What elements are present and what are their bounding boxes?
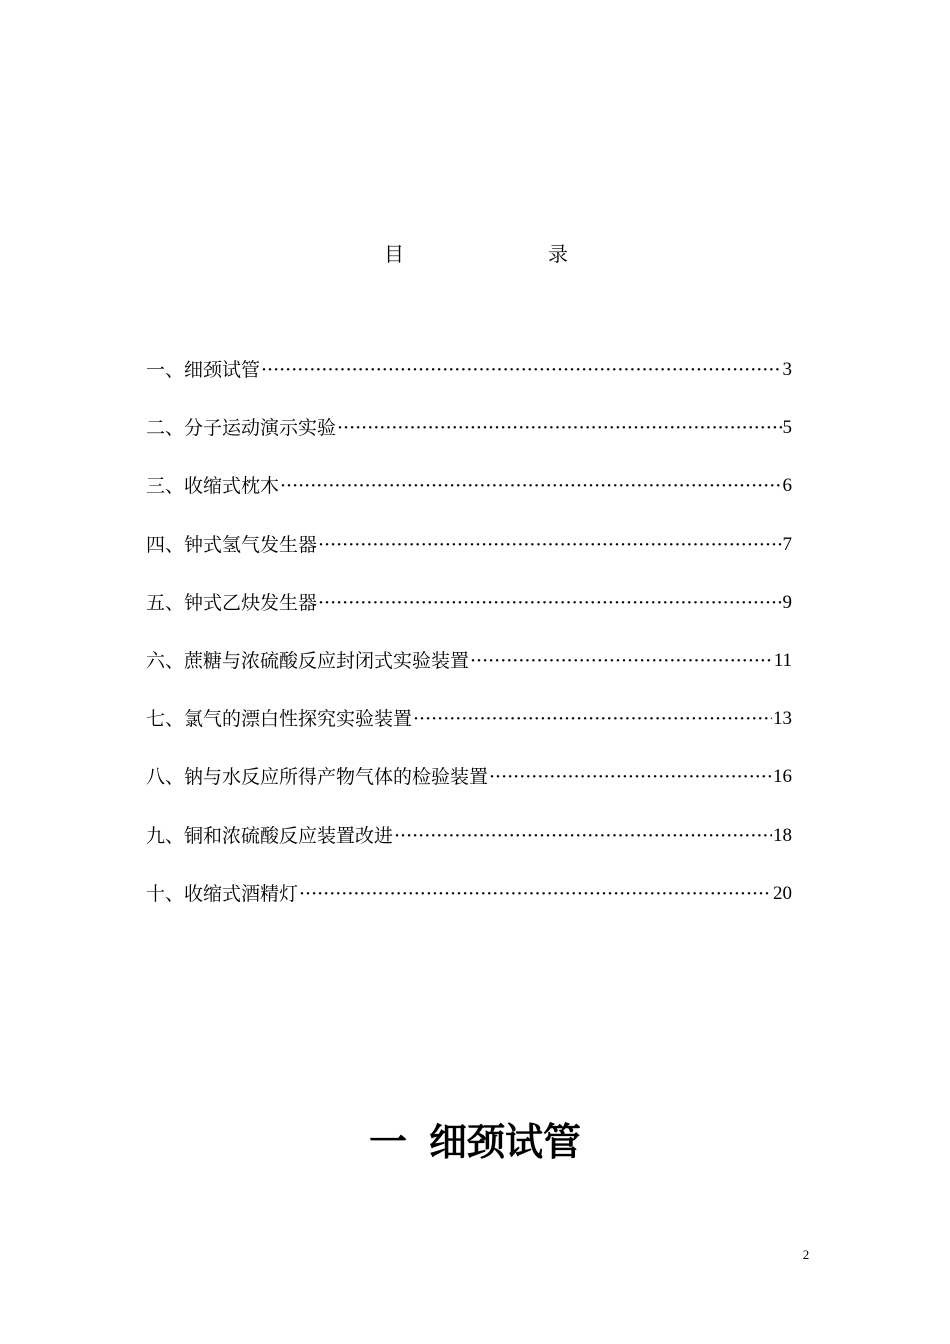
toc-entry[interactable] bbox=[146, 355, 792, 413]
toc-entry-label: 五、钟式乙炔发生器 bbox=[146, 591, 318, 614]
toc-entry[interactable] bbox=[146, 879, 792, 937]
toc-list bbox=[146, 355, 792, 937]
toc-entry-page: 5 bbox=[782, 417, 792, 439]
toc-entry[interactable] bbox=[146, 413, 792, 471]
toc-entry-label: 一、细颈试管 bbox=[146, 359, 261, 381]
toc-entry-label: 六、蔗糖与浓硫酸反应封闭式实验装置 bbox=[146, 649, 470, 672]
toc-entry-page: 18 bbox=[773, 824, 792, 846]
toc-entry[interactable] bbox=[146, 821, 792, 879]
toc-dot-leader bbox=[261, 355, 781, 385]
toc-entry-page: 20 bbox=[773, 882, 792, 904]
toc-entry-label: 七、氯气的漂白性探究实验装置 bbox=[146, 708, 413, 731]
toc-dot-leader bbox=[280, 471, 781, 501]
toc-dot-leader bbox=[299, 879, 772, 909]
toc-entry-label: 四、钟式氢气发生器 bbox=[146, 533, 318, 556]
toc-entry-label: 九、铜和浓硫酸反应装置改进 bbox=[146, 824, 394, 847]
toc-entry-label: 二、分子运动演示实验 bbox=[146, 417, 337, 440]
toc-title bbox=[380, 238, 580, 268]
toc-dot-leader bbox=[489, 762, 772, 792]
toc-dot-leader bbox=[318, 530, 781, 560]
toc-entry-page: 6 bbox=[782, 475, 792, 497]
toc-entry-page: 11 bbox=[773, 649, 792, 671]
toc-dot-leader bbox=[318, 588, 781, 618]
toc-entry[interactable] bbox=[146, 704, 792, 762]
section-title: 细颈试管 bbox=[429, 1120, 582, 1164]
toc-dot-leader bbox=[337, 413, 781, 443]
toc-entry-page: 7 bbox=[782, 533, 792, 555]
toc-entry[interactable] bbox=[146, 530, 792, 588]
toc-dot-leader bbox=[413, 704, 772, 734]
toc-entry[interactable] bbox=[146, 762, 792, 820]
toc-title-char-2: 录 bbox=[548, 242, 568, 266]
toc-dot-leader bbox=[394, 821, 772, 851]
toc-entry-page: 9 bbox=[782, 591, 792, 613]
toc-entry-page: 16 bbox=[773, 766, 792, 788]
toc-entry-page: 13 bbox=[773, 708, 792, 730]
toc-title-char-1: 目 bbox=[384, 242, 404, 266]
toc-entry[interactable] bbox=[146, 646, 792, 704]
page-number: 2 bbox=[802, 1247, 810, 1262]
toc-entry-label: 十、收缩式酒精灯 bbox=[146, 882, 299, 905]
section-heading bbox=[0, 1116, 950, 1168]
toc-entry-page: 3 bbox=[782, 359, 792, 380]
toc-entry-label: 三、收缩式枕木 bbox=[146, 475, 280, 498]
toc-entry-label: 八、钠与水反应所得产物气体的检验装置 bbox=[146, 766, 489, 789]
toc-entry[interactable] bbox=[146, 588, 792, 646]
toc-entry[interactable] bbox=[146, 471, 792, 529]
toc-dot-leader bbox=[470, 646, 773, 676]
section-number: 一 bbox=[368, 1120, 407, 1164]
